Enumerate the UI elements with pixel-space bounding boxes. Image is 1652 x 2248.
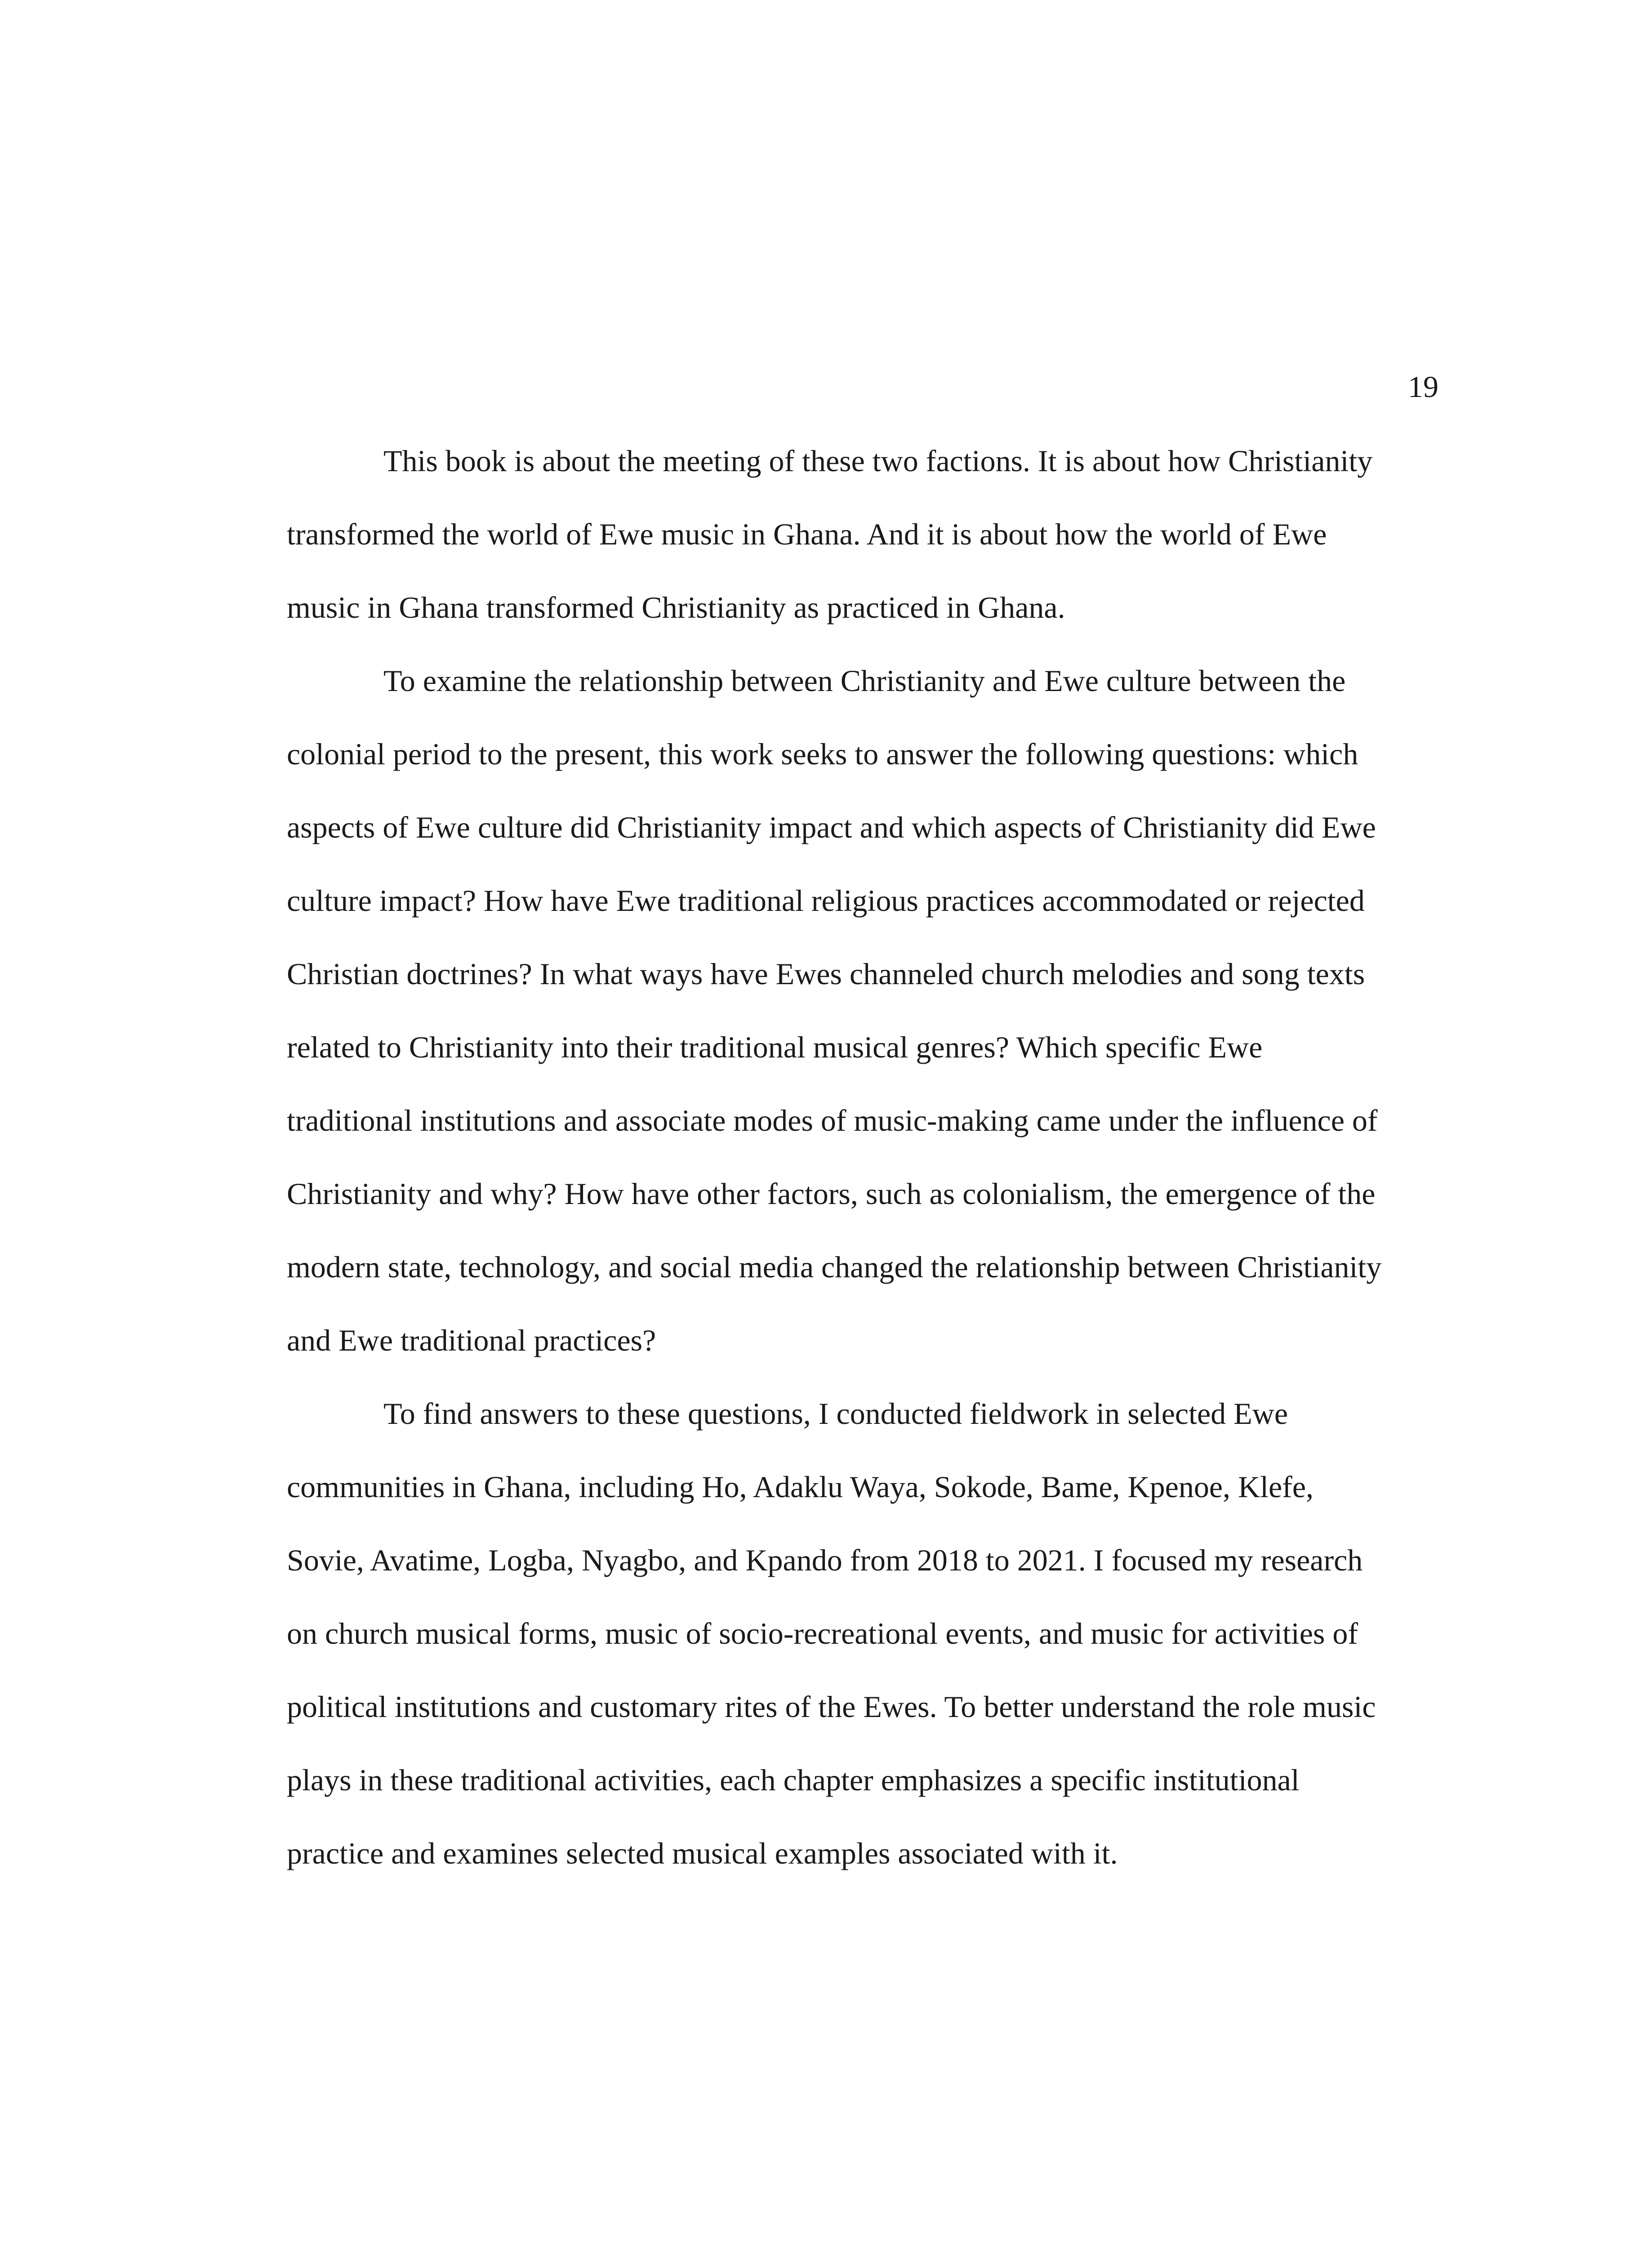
- paragraph-3-line: Sovie, Avatime, Logba, Nyagbo, and Kpando from 2018 to 2021. I focused my research: [287, 1543, 1363, 1577]
- paragraph-2-line: modern state, technology, and social media changed the relationship between Christianity: [287, 1250, 1382, 1284]
- page-number: 19: [1408, 370, 1438, 404]
- paragraph-2-line: traditional institutions and associate modes of music-making came under the influence of: [287, 1103, 1378, 1137]
- paragraph-3-line: practice and examines selected musical examples associated with it.: [287, 1836, 1118, 1870]
- paragraph-2-line: and Ewe traditional practices?: [287, 1323, 656, 1357]
- paragraph-3-line: To find answers to these questions, I conducted fieldwork in selected Ewe: [383, 1396, 1288, 1431]
- paragraph-3-line: communities in Ghana, including Ho, Adaklu Waya, Sokode, Bame, Kpenoe, Klefe,: [287, 1470, 1314, 1504]
- paragraph-1-line: transformed the world of Ewe music in Ghana. And it is about how the world of Ewe: [287, 517, 1327, 551]
- paragraph-3-line: political institutions and customary rites of the Ewes. To better understand the role music: [287, 1690, 1376, 1724]
- paragraph-1-line: music in Ghana transformed Christianity as practiced in Ghana.: [287, 590, 1065, 624]
- paragraph-2-line: Christianity and why? How have other factors, such as colonialism, the emergence of the: [287, 1177, 1376, 1211]
- paragraph-2-line: culture impact? How have Ewe traditional religious practices accommodated or rejected: [287, 883, 1365, 918]
- paragraph-3-line: on church musical forms, music of socio-recreational events, and music for activities of: [287, 1616, 1358, 1650]
- paragraph-2-line: Christian doctrines? In what ways have Ewes channeled church melodies and song texts: [287, 957, 1365, 991]
- paragraph-2-line: aspects of Ewe culture did Christianity impact and which aspects of Christianity did Ewe: [287, 810, 1376, 844]
- paragraph-2-line: related to Christianity into their traditional musical genres? Which specific Ewe: [287, 1030, 1263, 1064]
- paragraph-1-line: This book is about the meeting of these two factions. It is about how Christianity: [383, 444, 1373, 478]
- paragraph-2-line: To examine the relationship between Christianity and Ewe culture between the: [383, 664, 1346, 698]
- paragraph-2-line: colonial period to the present, this work seeks to answer the following questions: which: [287, 737, 1358, 771]
- paragraph-3-line: plays in these traditional activities, each chapter emphasizes a specific institutional: [287, 1763, 1300, 1797]
